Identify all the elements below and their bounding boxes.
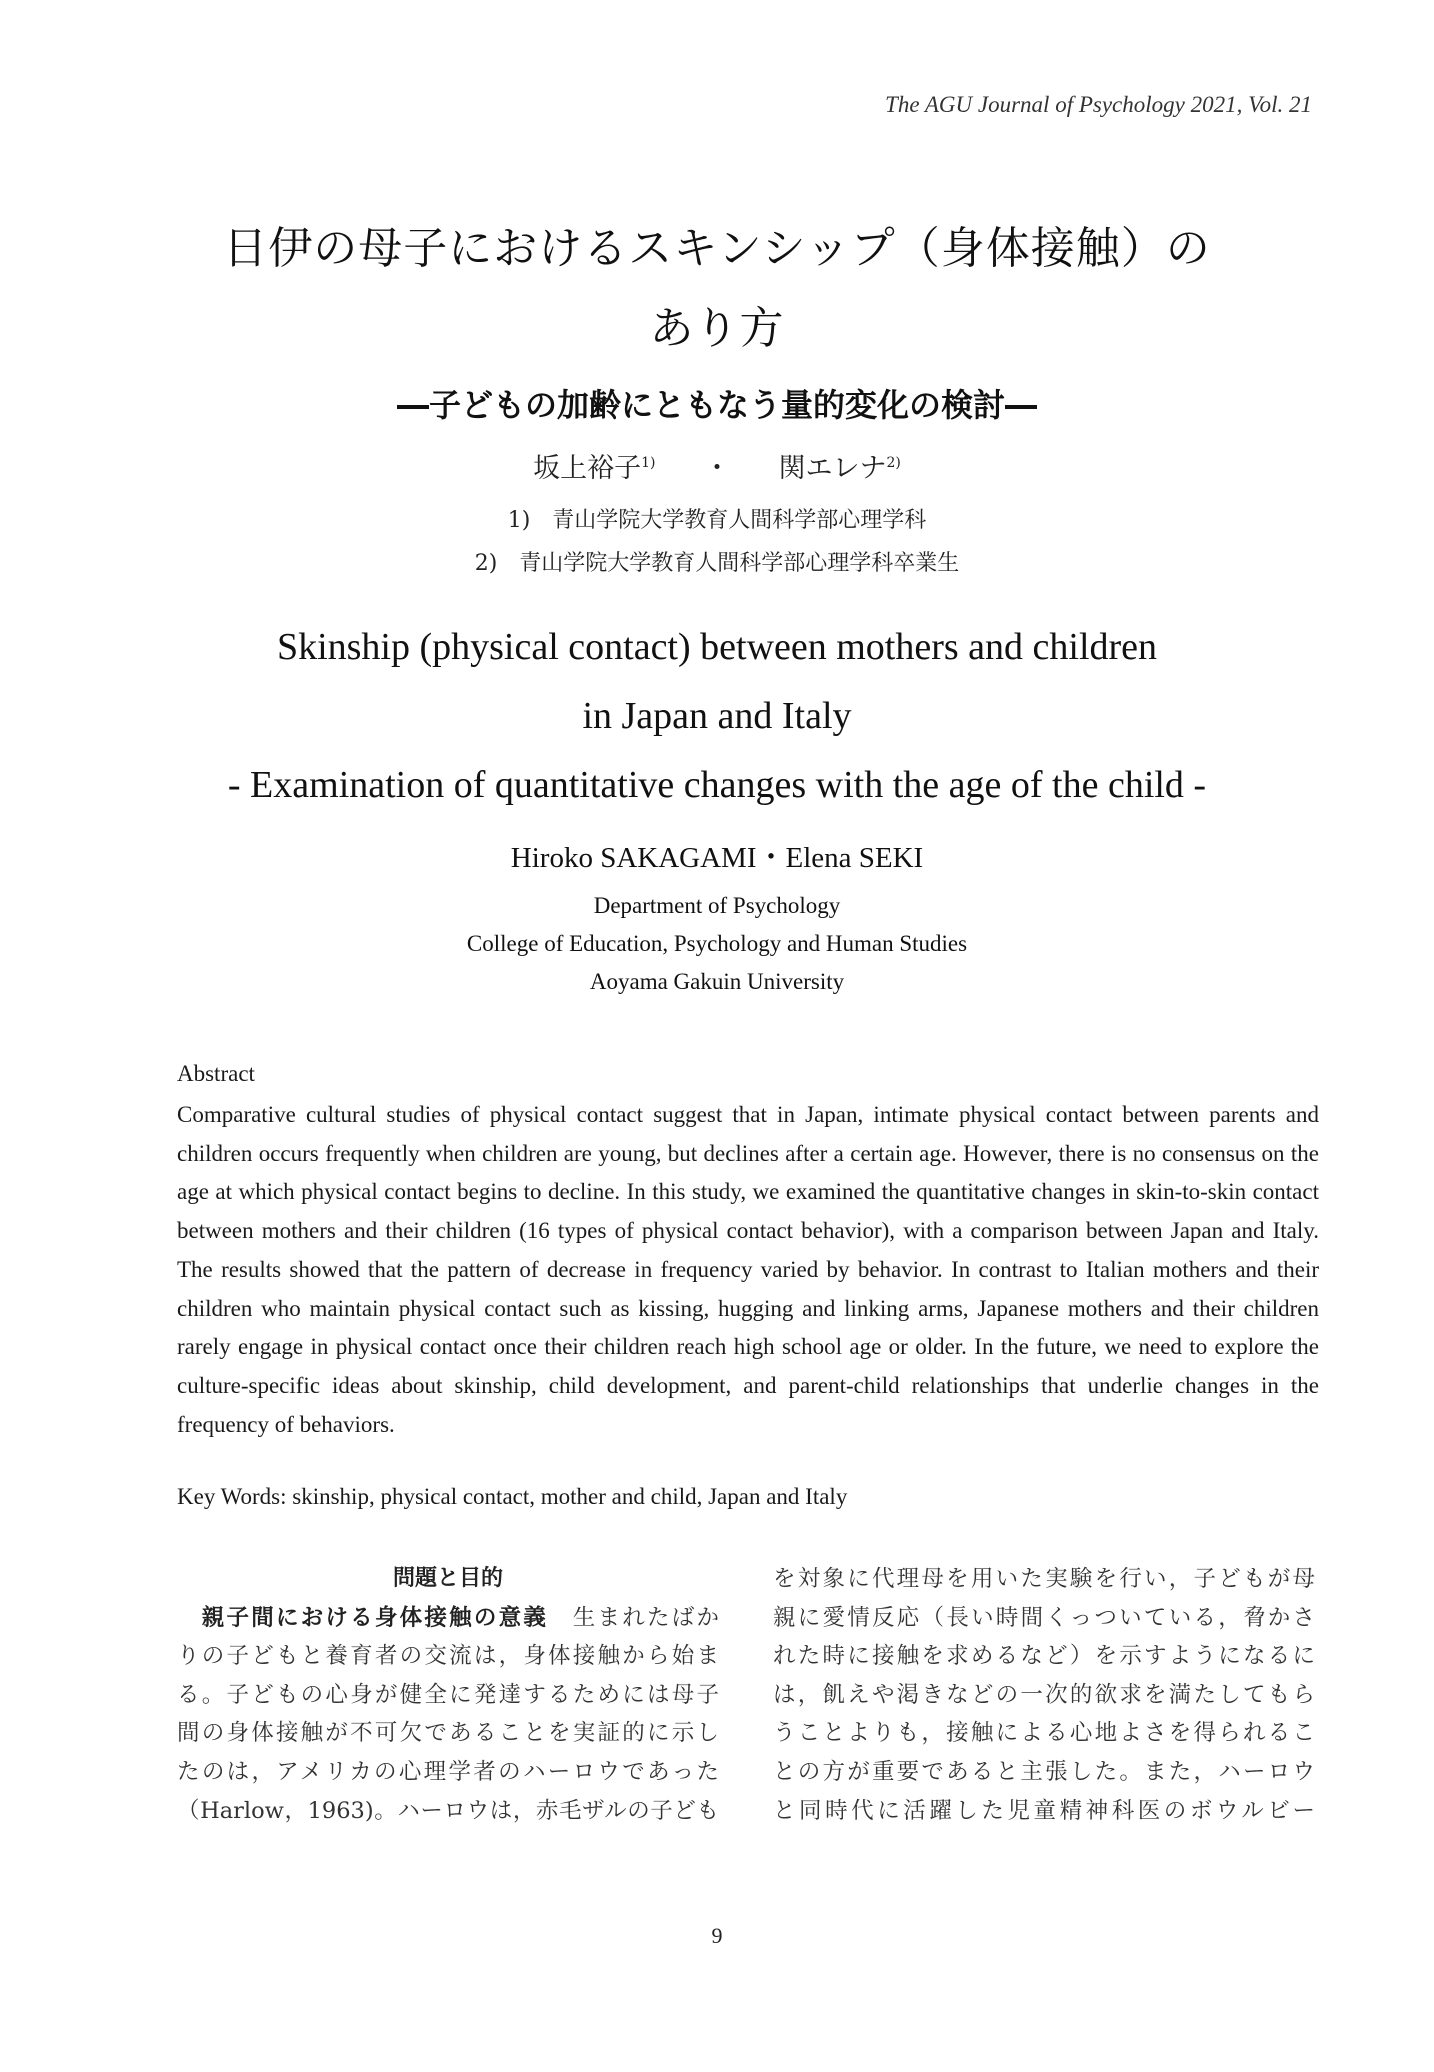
body-left-line: りの子どもと養育者の交流は，身体接触から始ま: [177, 1643, 719, 1670]
japanese-authors: [0, 446, 1434, 485]
paragraph-lead-heading: 親子間における身体接触の意義: [201, 1604, 549, 1631]
body-right-line: れた時に接触を求めるなど）を示すようになるに: [773, 1643, 1315, 1670]
body-right-line: うことよりも，接触による心地よさを得られるこ: [773, 1720, 1315, 1747]
abstract-body: Comparative cultural studies of physical contact suggest that in Japan, intimate physical contact between parents and children occurs frequently when children are young, but declines after a certain age. However, there is no consensus on the age at which physical contact begins to decline. In this study, we examined the quantitative changes in skin-to-skin contact between mothers and their children (16 types of physical contact behavior), with a comparison between Japan and Italy. The results showed that the pattern of decrease in frequency varied by behavior. In contrast to Italian mothers and their children who maintain physical contact such as kissing, hugging and linking arms, Japanese mothers and their children rarely engage in physical contact once their children reach high school age or older. In the future, we need to explore the culture-specific ideas about skinship, child development, and parent-child relationships that underlie changes in the frequency of behaviors.: [177, 1102, 1319, 1437]
english-subtitle: - Examination of quantitative changes with the age of the child -: [227, 764, 1207, 806]
english-authors: Hiroko SAKAGAMI・Elena SEKI: [510, 842, 924, 874]
body-left-line-1-text: 生まれたばか: [548, 1604, 719, 1631]
japanese-affiliation-1: 1) 青山学院大学教育人間科学部心理学科: [507, 508, 927, 533]
author-1-jp: 坂上裕子: [533, 453, 642, 484]
english-affiliation-university: Aoyama Gakuin University: [589, 969, 845, 994]
body-right-line: との方が重要であると主張した。また，ハーロウ: [773, 1758, 1315, 1785]
english-title-line-1: Skinship (physical contact) between mothers and children: [276, 626, 1158, 668]
body-column-right: [773, 1560, 1315, 1830]
japanese-subtitle: ―子どもの加齢にともなう量的変化の検討―: [396, 386, 1037, 424]
journal-header: The AGU Journal of Psychology 2021, Vol. 21: [885, 92, 1312, 117]
body-left-line: たのは，アメリカの心理学者のハーロウであった: [177, 1758, 719, 1785]
author-1-affiliation-mark: 1): [641, 455, 656, 471]
body-left-line: る。子どもの心身が健全に発達するためには母子: [177, 1681, 719, 1708]
body-right-line: と同時代に活躍した児童精神科医のボウルビー: [773, 1797, 1315, 1824]
english-affiliation-department: Department of Psychology: [593, 893, 841, 918]
section-heading: 問題と目的: [392, 1566, 503, 1591]
japanese-affiliation-2: 2) 青山学院大学教育人間科学部心理学科卒業生: [474, 551, 960, 576]
english-affiliation-college: College of Education, Psychology and Human Studies: [466, 931, 968, 956]
keywords: Key Words: skinship, physical contact, mother and child, Japan and Italy: [177, 1484, 848, 1509]
body-right-line: を対象に代理母を用いた実験を行い，子どもが母: [773, 1566, 1315, 1592]
body-left-line: 間の身体接触が不可欠であることを実証的に示し: [177, 1720, 719, 1747]
abstract-label: Abstract: [177, 1061, 255, 1086]
body-left-line: （Harlow，1963)。ハーロウは，赤毛ザルの子ども: [177, 1797, 719, 1824]
author-2-affiliation-mark: 2): [886, 455, 901, 471]
body-right-line: 親に愛情反応（長い時間くっついている，脅かさ: [773, 1604, 1315, 1631]
body-right-line: は，飢えや渇きなどの一次的欲求を満たしてもら: [773, 1681, 1315, 1708]
english-title-line-2: in Japan and Italy: [582, 695, 852, 737]
japanese-title-line-1: 日伊の母子におけるスキンシップ（身体接触）の: [223, 223, 1211, 274]
author-separator: ・: [703, 453, 731, 484]
author-2-jp: 関エレナ: [778, 453, 887, 484]
body-left-line-1: [177, 1599, 719, 1638]
body-column-left: [177, 1560, 719, 1830]
japanese-title-line-2: あり方: [649, 303, 785, 354]
page-number: 9: [711, 1923, 723, 1948]
